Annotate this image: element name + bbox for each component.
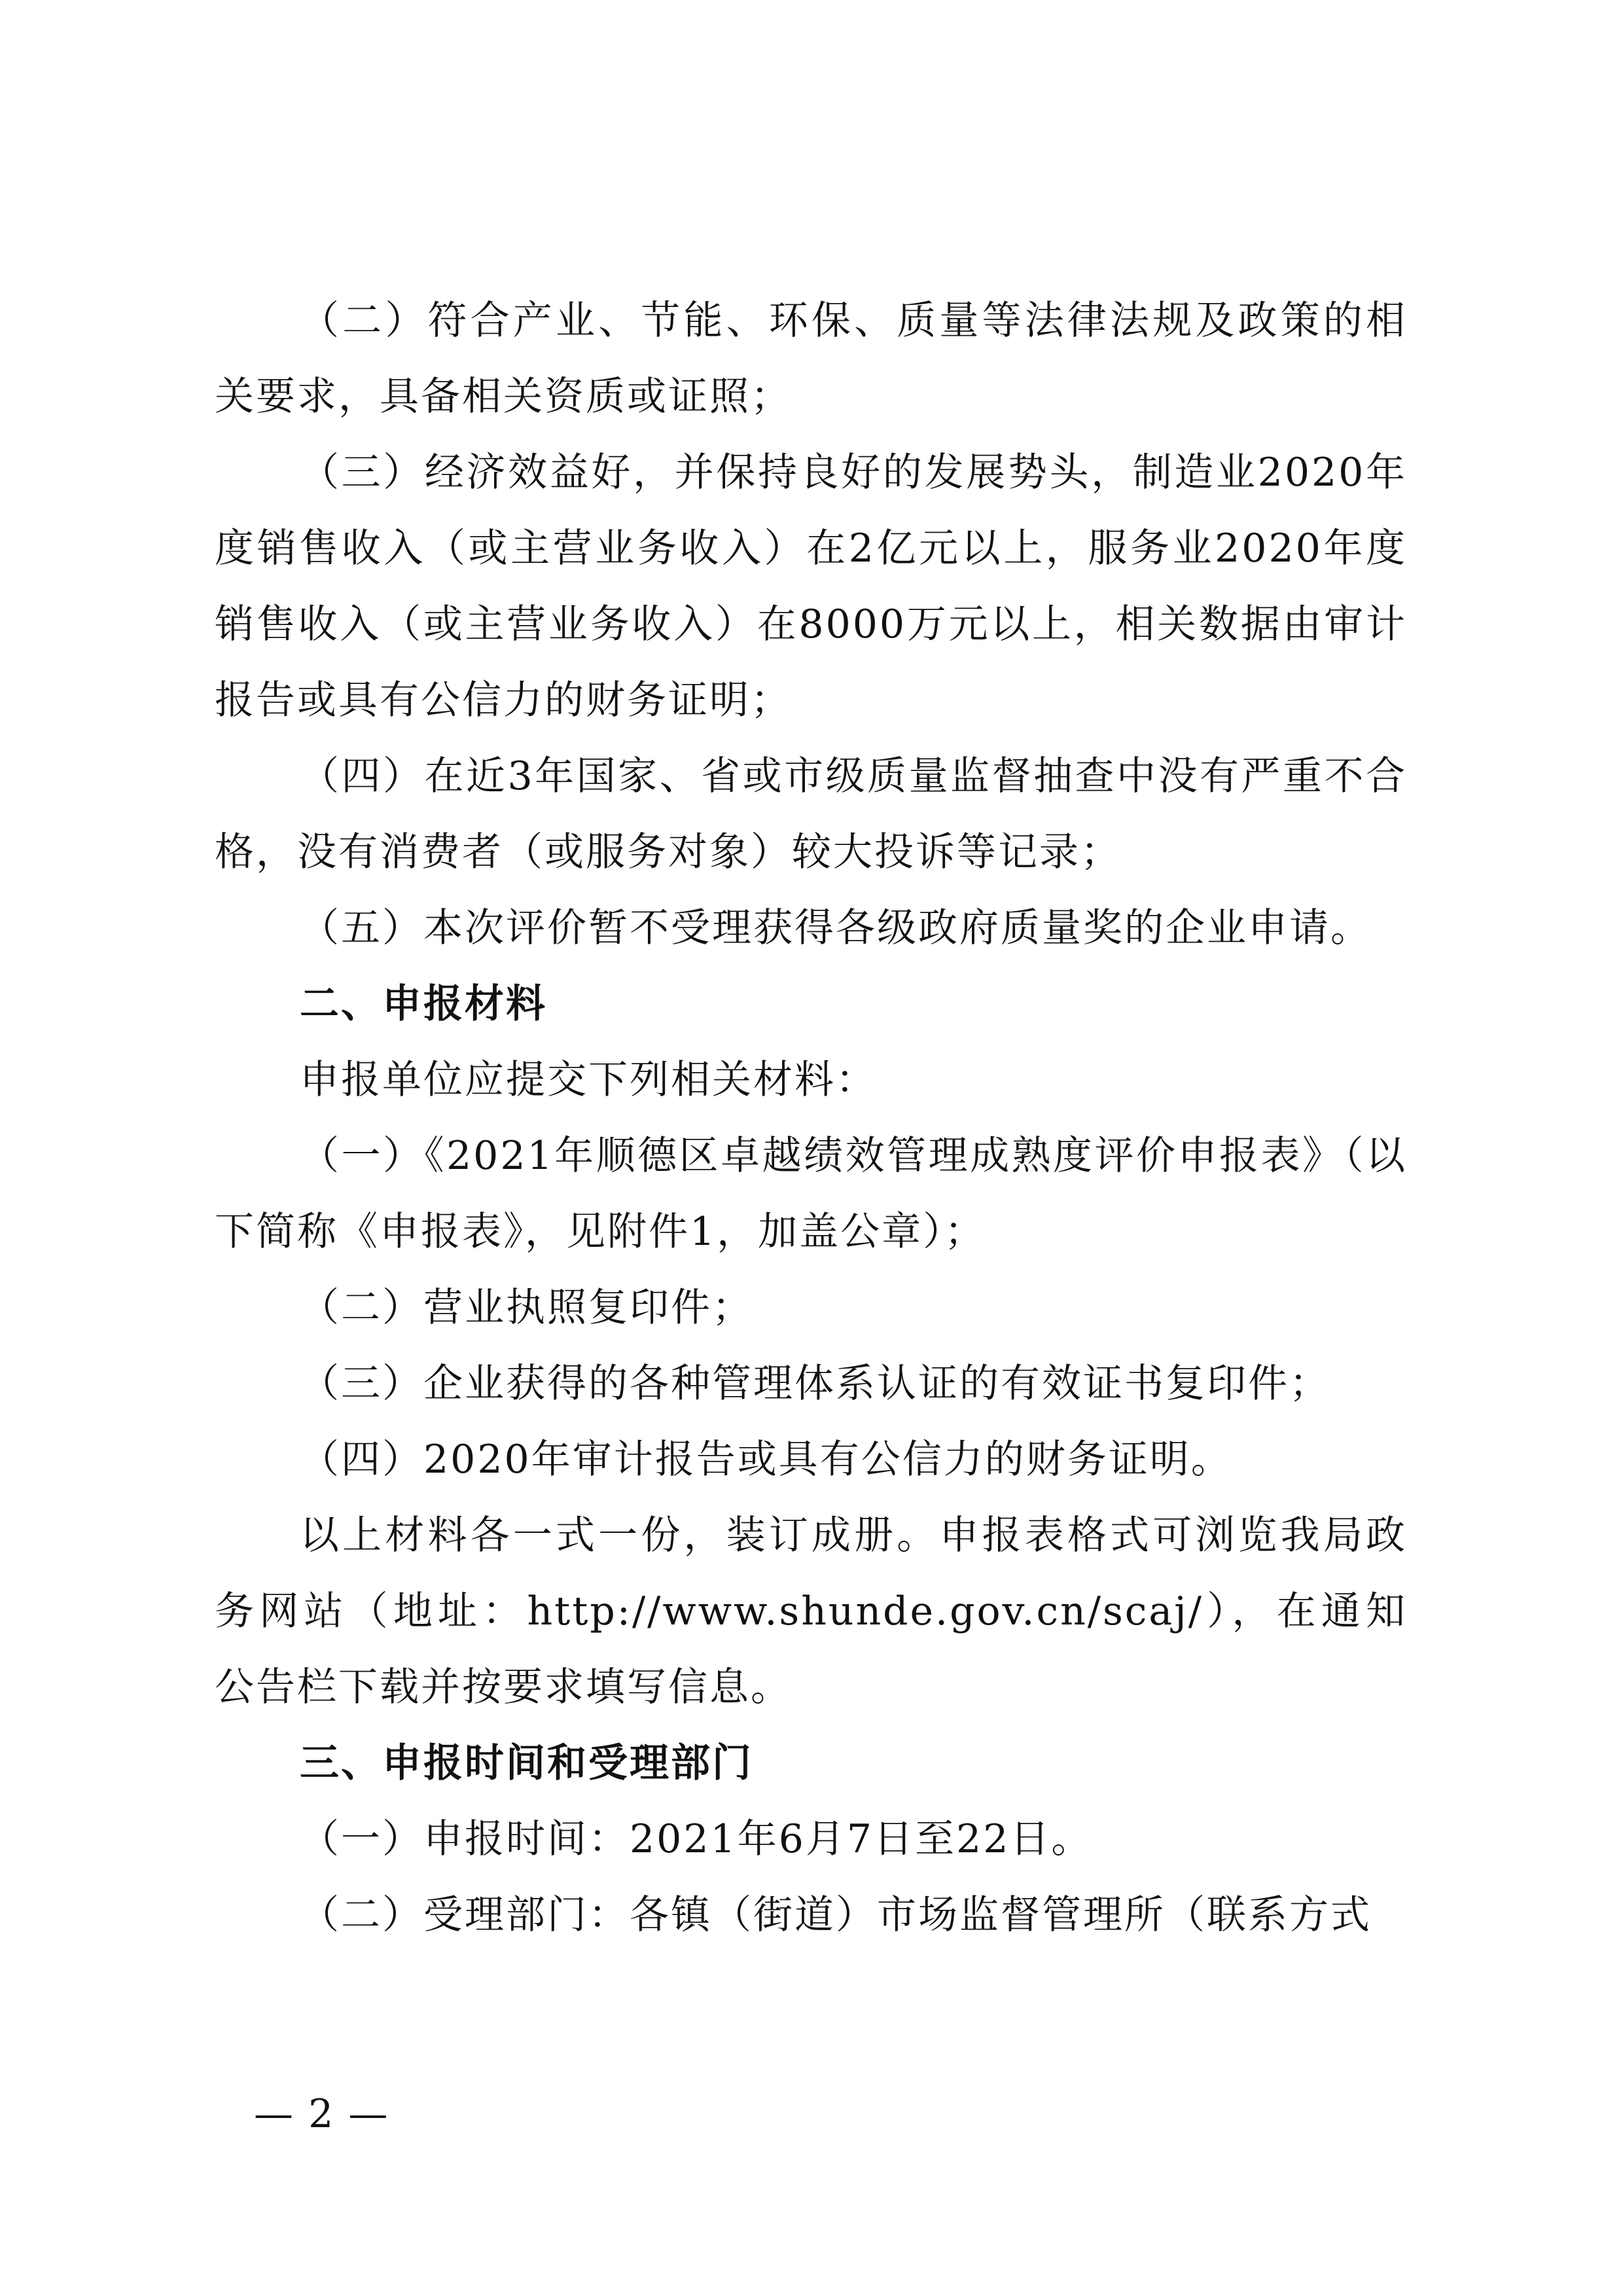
paragraph-requirement-4: （四）在近3年国家、省或市级质量监督抽查中没有严重不合格，没有消费者（或服务对象）较大投诉等记录；	[215, 753, 1407, 875]
paragraph-requirement-3: （三）经济效益好，并保持良好的发展势头，制造业2020年度销售收入（或主营业务收入）在2亿元以上，服务业2020年度销售收入（或主营业务收入）在8000万元以上，相关数据由审计报告或具有公信力的财务证明；	[215, 450, 1407, 723]
paragraph-requirement-2: （二）符合产业、节能、环保、质量等法律法规及政策的相关要求，具备相关资质或证照；	[215, 298, 1407, 420]
paragraph-accepting-department: （二）受理部门：各镇（街道）市场监督管理所（联系方式	[300, 1892, 1372, 1938]
paragraph-materials-intro: 申报单位应提交下列相关材料：	[300, 1057, 877, 1103]
paragraph-material-3: （三）企业获得的各种管理体系认证的有效证书复印件；	[300, 1361, 1330, 1407]
paragraph-application-time: （一）申报时间：2021年6月7日至22日。	[300, 1816, 1093, 1862]
section-heading-time-and-department: 三、申报时间和受理部门	[300, 1740, 753, 1786]
paragraph-requirement-5: （五）本次评价暂不受理获得各级政府质量奖的企业申请。	[300, 905, 1372, 951]
paragraph-material-1: （一）《2021年顺德区卓越绩效管理成熟度评价申报表》（以下简称《申报表》，见附件1，加盖公章）；	[215, 1133, 1407, 1255]
page-number: — 2 —	[254, 2091, 389, 2137]
document-body	[215, 283, 1407, 1953]
paragraph-material-4: （四）2020年审计报告或具有公信力的财务证明。	[300, 1437, 1232, 1482]
paragraph-material-2: （二）营业执照复印件；	[300, 1285, 753, 1331]
paragraph-materials-note: 以上材料各一式一份，装订成册。申报表格式可浏览我局政务网站（地址：http://www.shunde.gov.cn/scaj/），在通知公告栏下载并按要求填写信息。	[215, 1513, 1407, 1710]
section-heading-materials: 二、申报材料	[300, 981, 547, 1027]
